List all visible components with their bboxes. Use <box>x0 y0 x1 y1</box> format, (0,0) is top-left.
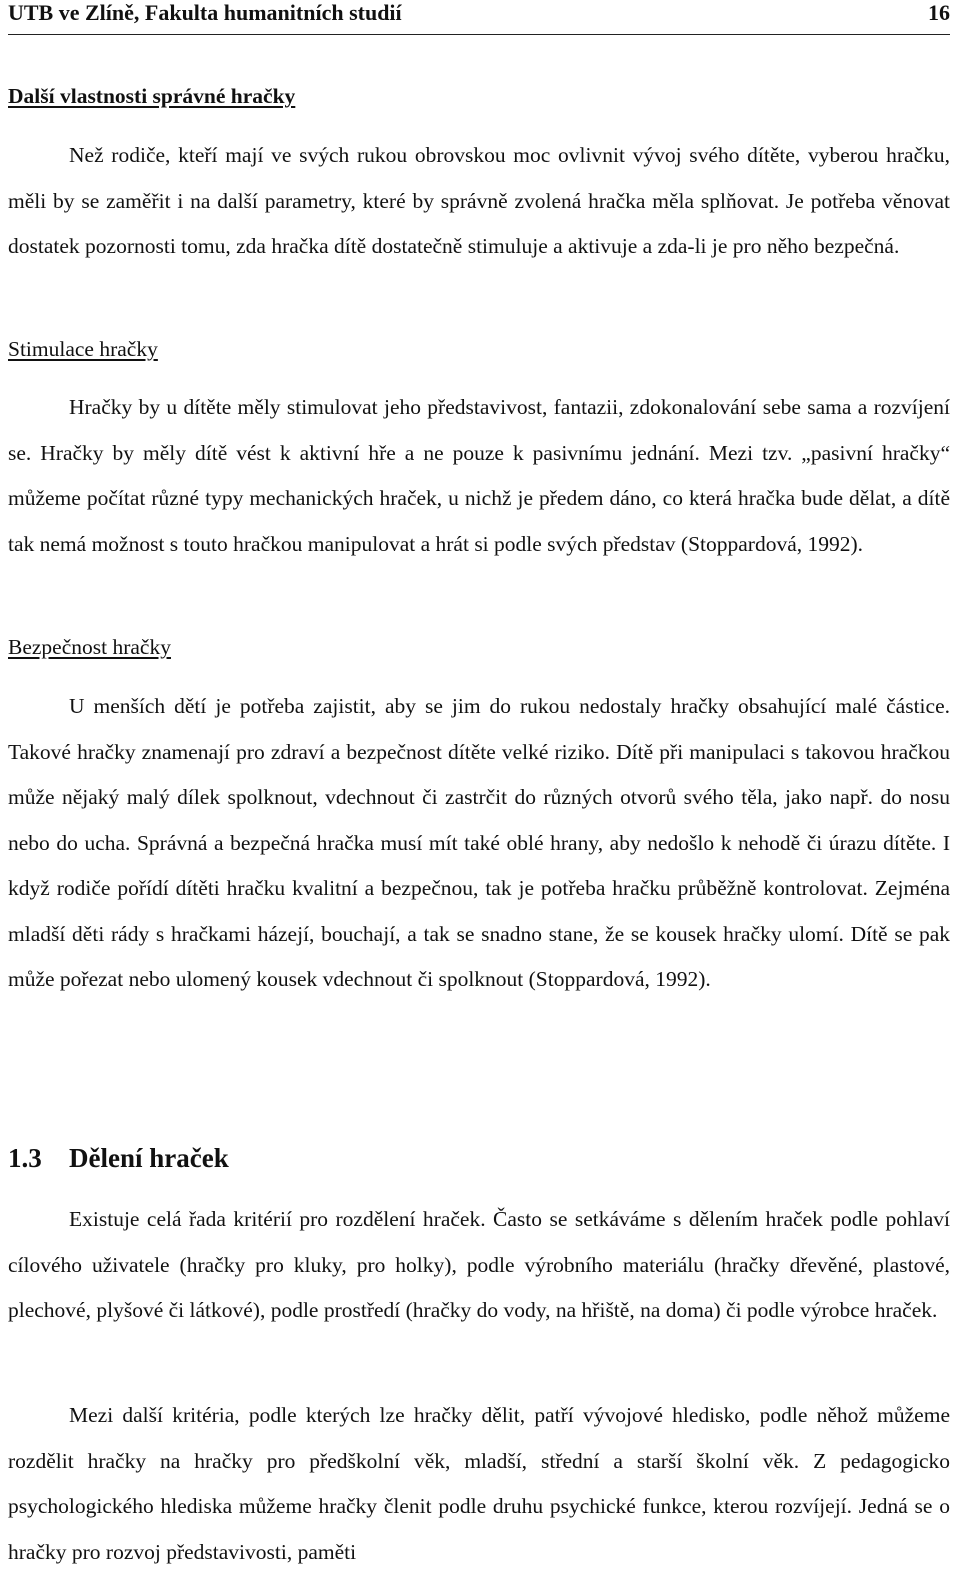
stimulation-paragraph <box>8 385 950 567</box>
page-header <box>8 0 950 35</box>
stimulation-text: Hračky by u dítěte měly stimulovat jeho představivost, fantazii, zdokonalování sebe sama a rozvíjení se. Hračky by měly dítě vést k aktivní hře a ne pouze k pasivnímu jednání. Mezi tzv. „pasivní hračky“ můžeme počítat různé typy mechanických hraček, u nichž je předem dáno, co která hračka bude dělat, a dítě tak nemá možnost s touto hračkou manipulovat a hrát si podle svých představ (Stoppardová, 1992). <box>8 395 950 556</box>
safety-paragraph <box>8 684 950 1003</box>
chapter-title: Dělení hraček <box>69 1143 229 1173</box>
header-title: UTB ve Zlíně, Fakulta humanitních studií <box>8 0 402 25</box>
stimulation-heading: Stimulace hračky <box>8 337 158 361</box>
chapter-paragraph-1 <box>8 1197 950 1334</box>
intro-text: Než rodiče, kteří mají ve svých rukou obrovskou moc ovlivnit vývoj svého dítěte, vyberou hračku, měli by se zaměřit i na další parametry, které by správně zvolená hračka měla splňovat. Je potřeba věnovat dostatek pozornosti tomu, zda hračka dítě dostatečně stimuluje a aktivuje a zda-li je pro něho bezpečná. <box>8 143 950 258</box>
intro-paragraph <box>8 133 950 270</box>
safety-text: U menších dětí je potřeba zajistit, aby se jim do rukou nedostaly hračky obsahující malé částice. Takové hračky znamenají pro zdraví a bezpečnost dítěte velké riziko. Dítě při manipulaci s takovou hračkou může nějaký malý dílek spolknout, vdechnout či zastrčit do různých otvorů svého těla, jako např. do nosu nebo do ucha. Správná a bezpečná hračka musí mít také oblé hrany, aby nedošlo k nehodě či úrazu dítěte. I když rodiče pořídí dítěti hračku kvalitní a bezpečnou, tak je potřeba hračku průběžně kontrolovat. Zejména mladší děti rády s hračkami házejí, bouchají, a tak se snadno stane, že se kousek hračky ulomí. Dítě se pak může pořezat nebo ulomený kousek vdechnout či spolknout (Stoppardová, 1992). <box>8 694 950 991</box>
chapter-paragraph-2 <box>8 1393 950 1575</box>
chapter-number: 1.3 <box>8 1143 42 1173</box>
chapter-paragraph-1-text: Existuje celá řada kritérií pro rozdělení hraček. Často se setkáváme s dělením hraček podle pohlaví cílového uživatele (hračky pro kluky, pro holky), podle výrobního materiálu (hračky dřevěné, plastové, plechové, plyšové či látkové), podle prostředí (hračky do vody, na hřiště, na doma) či podle výrobce hraček. <box>8 1207 950 1322</box>
page-number: 16 <box>928 0 950 25</box>
chapter-heading <box>8 1141 229 1175</box>
section-heading: Další vlastnosti správné hračky <box>8 84 296 108</box>
chapter-paragraph-2-text: Mezi další kritéria, podle kterých lze hračky dělit, patří vývojové hledisko, podle něhož můžeme rozdělit hračky na hračky pro předškolní věk, mladší, střední a starší školní věk. Z pedagogicko psychologického hlediska můžeme hračky členit podle druhu psychické funkce, kterou rozvíjejí. Jedná se o hračky pro rozvoj představivosti, paměti <box>8 1403 950 1564</box>
safety-heading: Bezpečnost hračky <box>8 635 171 659</box>
